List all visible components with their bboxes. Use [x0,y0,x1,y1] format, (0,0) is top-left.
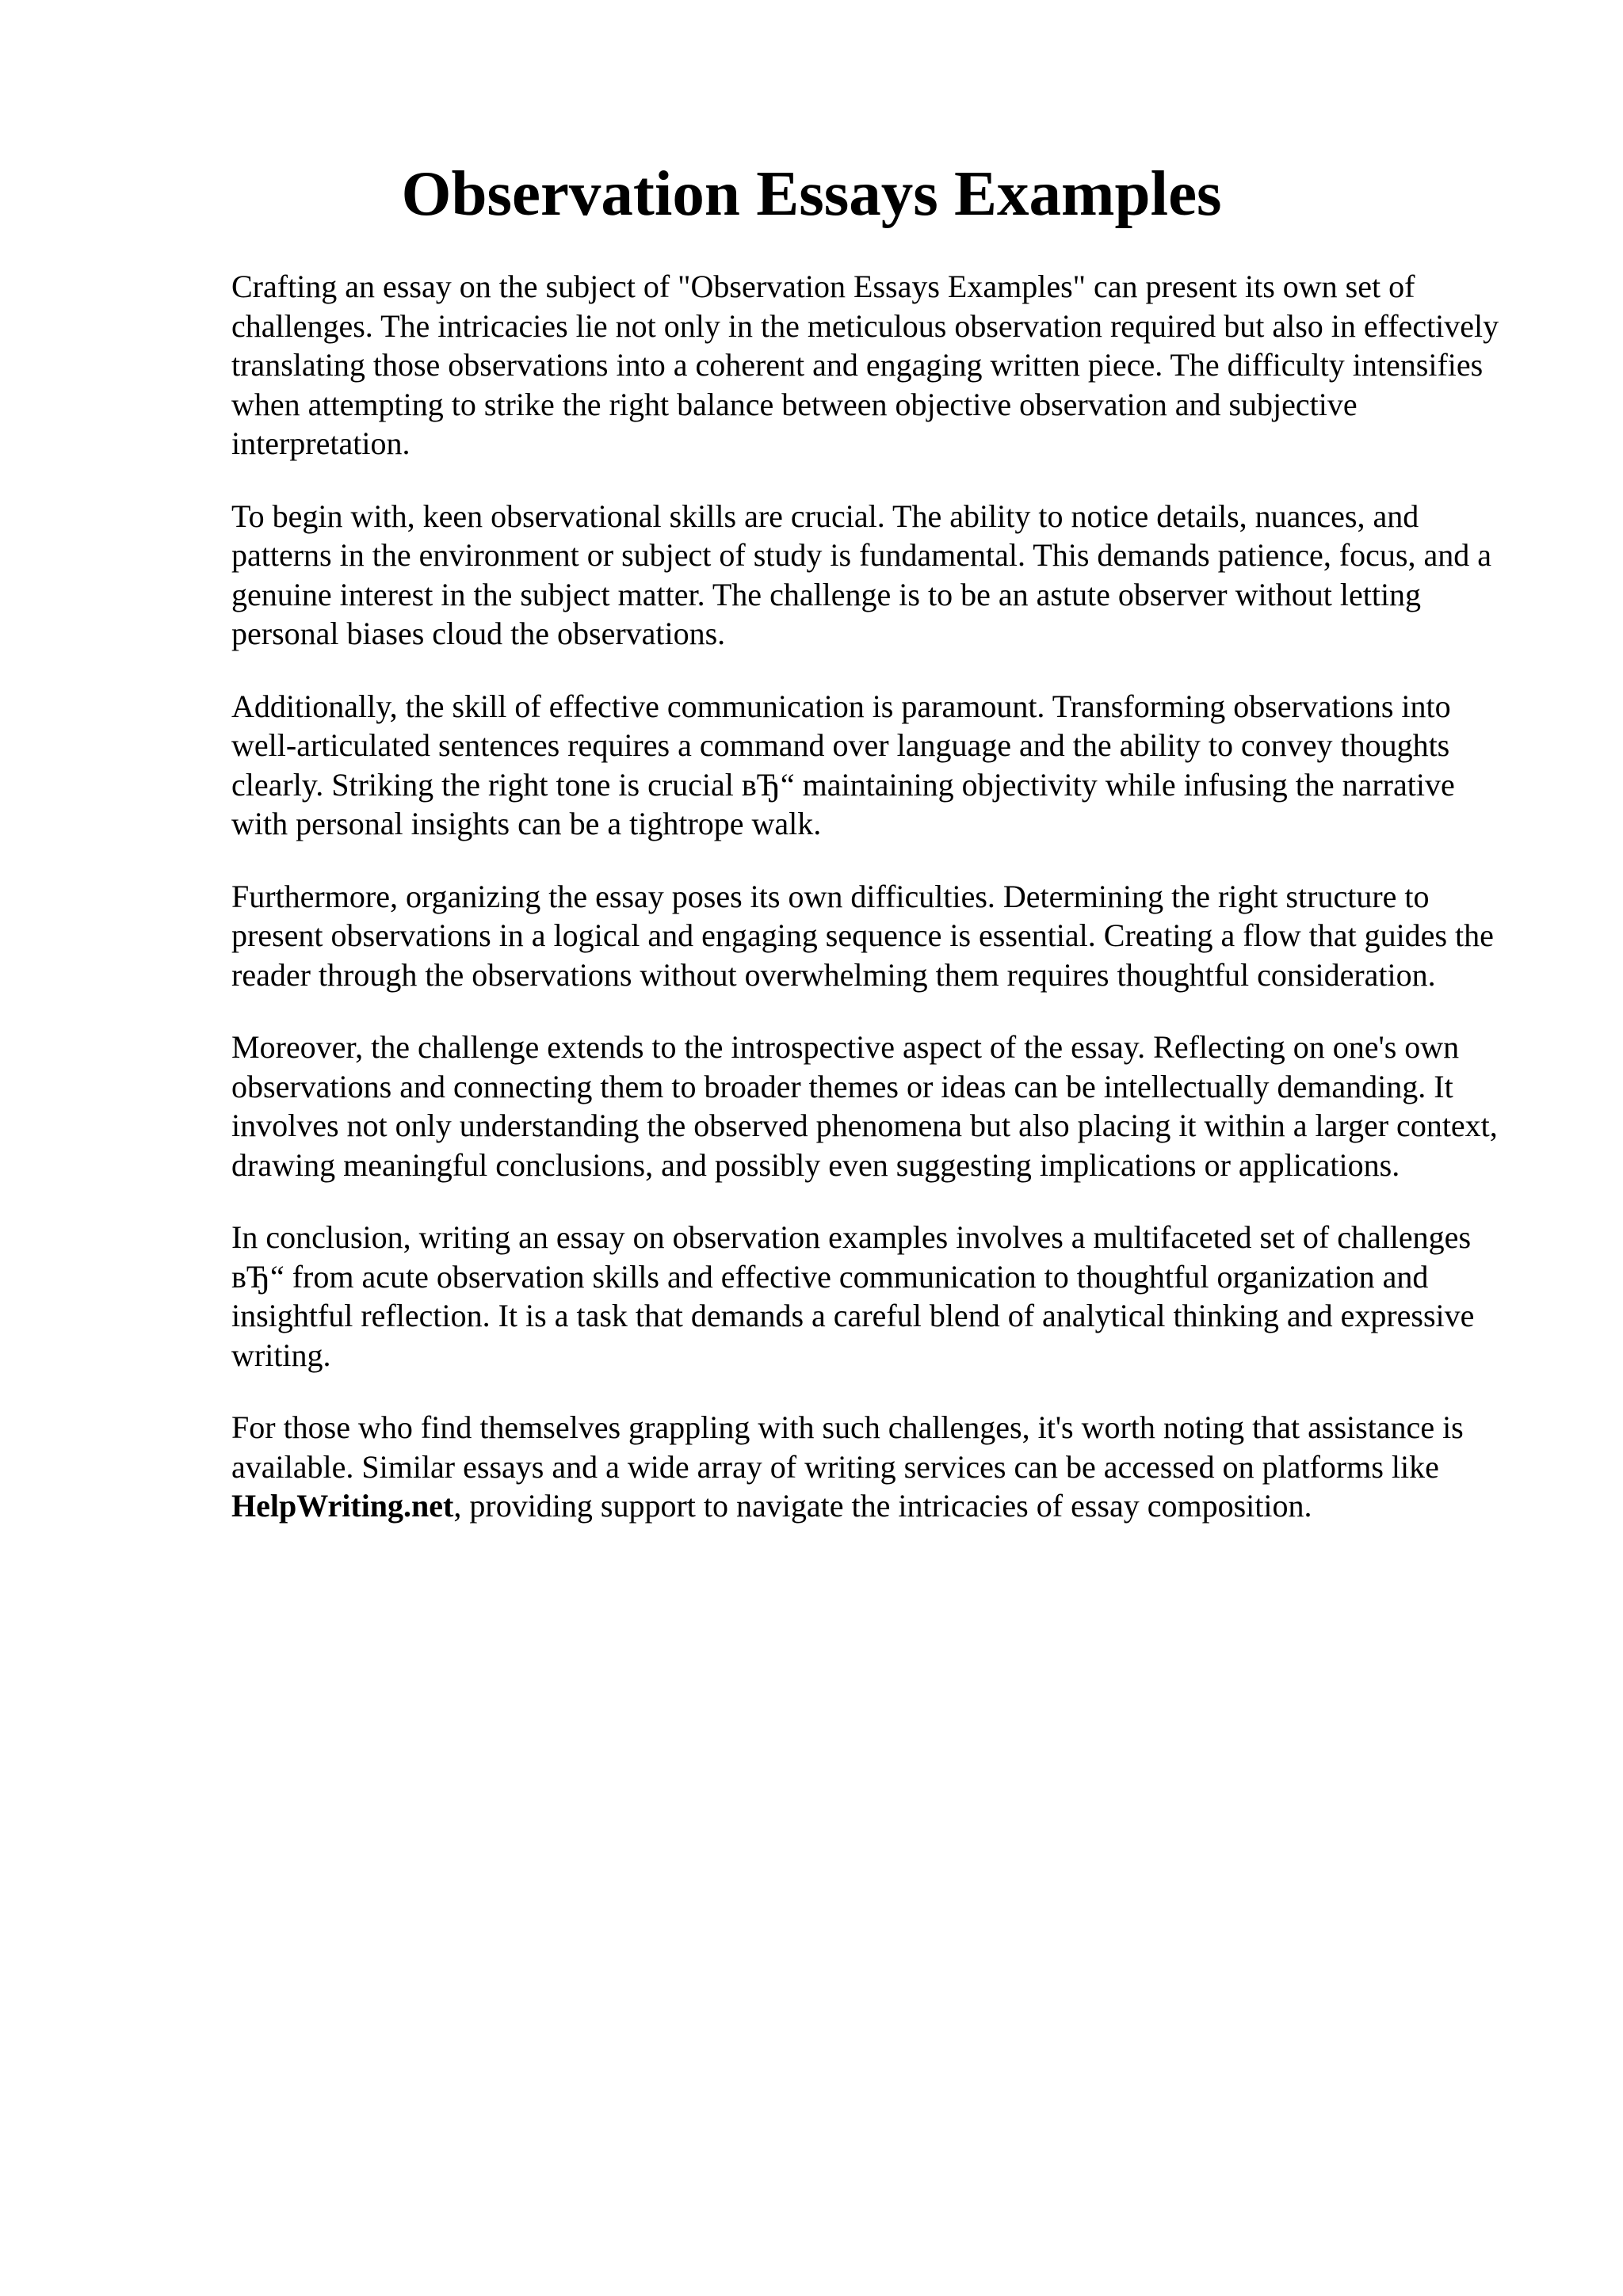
paragraph-5: Moreover, the challenge extends to the introspective aspect of the essay. Reflecting on one's own observations and connecting them to broader themes or ideas can be intellectually demanding. It involves not only understanding the observed phenomena but also placing it within a larger context, drawing meaningful conclusions, and possibly even suggesting implications or applications. [231,1029,1498,1183]
paragraph-6: In conclusion, writing an essay on observation examples involves a multifaceted set of challenges вЂ“ from acute observation skills and effective communication to thoughtful organization and insightful reflection. It is a task that demands a careful blend of analytical thinking and expressive writing. [231,1219,1475,1373]
page-title: Observation Essays Examples [401,158,1222,229]
essay-body [231,267,1515,1559]
paragraph-7-text-before: For those who find themselves grappling with such challenges, it's worth noting that assistance is available. Similar essays and a wide array of writing services can be accessed on platforms like [231,1409,1464,1485]
paragraph-3: Additionally, the skill of effective communication is paramount. Transforming observations into well-articulated sentences requires a command over language and the ability to convey thoughts clearly. Striking the right tone is crucial вЂ“ maintaining objectivity while infusing the narrative with personal insights can be a tightrope walk. [231,688,1455,841]
paragraph-4: Furthermore, organizing the essay poses its own difficulties. Determining the right structure to present observations in a logical and engaging sequence is essential. Creating a flow that guides the reader through the observations without overwhelming them requires thoughtful consideration. [231,878,1494,993]
paragraph-2: To begin with, keen observational skills are crucial. The ability to notice details, nuances, and patterns in the environment or subject of study is fundamental. This demands patience, focus, and a genuine interest in the subject matter. The challenge is to be an astute observer without letting personal biases cloud the observations. [231,498,1491,651]
paragraph-7 [231,1408,1515,1526]
helpwriting-link[interactable]: HelpWriting.net [231,1488,454,1524]
paragraph-1: Crafting an essay on the subject of "Observation Essays Examples" can present its own set of challenges. The intricacies lie not only in the meticulous observation required but also in effectively translating those observations into a coherent and engaging written piece. The difficulty intensifies when attempting to strike the right balance between objective observation and subjective interpretation. [231,269,1499,461]
paragraph-7-text-after: , providing support to navigate the intricacies of essay composition. [453,1488,1312,1524]
